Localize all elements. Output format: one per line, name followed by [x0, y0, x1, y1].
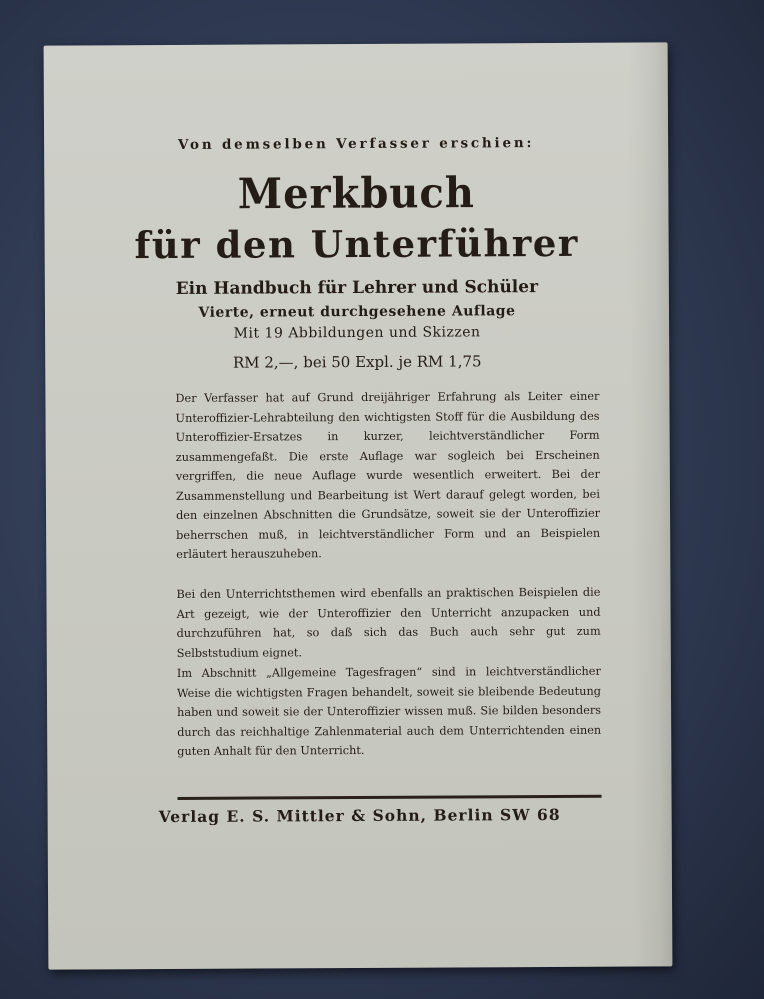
book-subtitle: Ein Handbuch für Lehrer und Schüler [175, 277, 539, 299]
illustrations-note: Mit 19 Abbildungen und Skizzen [233, 324, 481, 342]
price-line: RM 2,—, bei 50 Expl. je RM 1,75 [232, 352, 482, 372]
book-title-line2: für den Unterführer [134, 220, 579, 268]
description-paragraph-3: Im Abschnitt „Allgemeine Tagesfragen“ sind in leichtverständlicher Weise die wichtigsten Fragen behandelt, soweit sie bleibende Bedeutung haben und soweit sie der Unteroffizier wissen muß. Sie bilden besonders durch das reichhaltige Zahlenmaterial auch dem Unterrichtenden einen guten Anhalt für den Unterricht. [176, 664, 602, 758]
description-paragraph-2: Bei den Unterrichtsthemen wird ebenfalls an praktischen Beispielen die Art gezeigt, wie der Unteroffizier den Unterricht anzupacken und durchzuführen hat, so daß sich das Buch auch sehr gut zum Selbststudium eignet. [176, 585, 601, 660]
publisher-line: Verlag E. S. Mittler & Sohn, Berlin SW 68 [158, 804, 561, 827]
edition-note: Vierte, erneut durchgesehene Auflage [198, 303, 516, 321]
book-back-cover [44, 42, 673, 969]
top-note: Von demselben Verfasser erschien: [177, 135, 535, 153]
book-title-line1: Merkbuch [237, 168, 475, 219]
description-paragraph-1: Der Verfasser hat auf Grund dreijähriger Erfahrung als Leiter einer Unteroffizier-Lehrabteilung den wichtigsten Stoff für die Ausbildung des Unteroffizier-Ersatzes in kurzer, leichtverständlicher Form zusammengefaßt. Die erste Auflage war sogleich bei Erscheinen vergriffen, die neue Auflage wurde wesentlich erweitert. Bei der Zusammenstellung und Bearbeitung ist Wert darauf gelegt worden, bei den einzelnen Abschnitten die Grundsätze, soweit sie der Unteroffizier beherrschen muß, in leichtverständlicher Form und an Beispielen erläutert herauszuheben. [175, 389, 601, 561]
divider-rule [178, 795, 602, 800]
